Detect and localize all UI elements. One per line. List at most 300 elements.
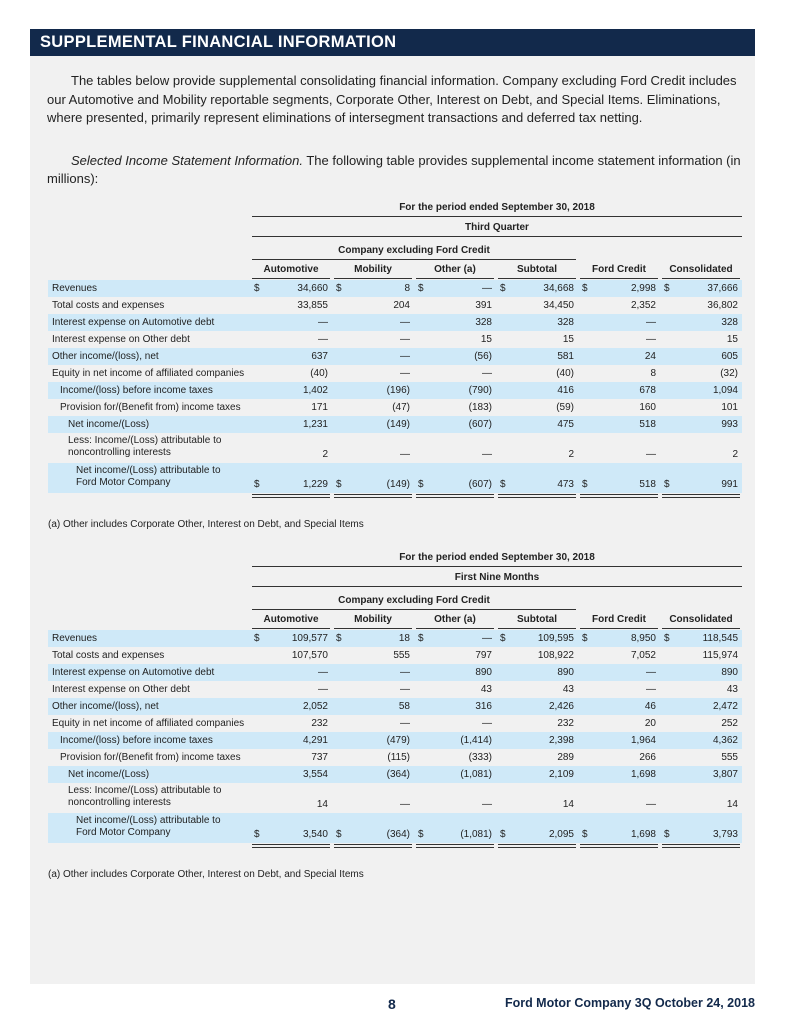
cell-value: 1,964 (630, 735, 656, 746)
cell-value: 252 (721, 718, 738, 729)
cell-value: 115,974 (702, 650, 738, 661)
row-label: Provision for/(Benefit from) income taxes (60, 402, 241, 413)
value-cell (498, 684, 576, 696)
value-cell (252, 283, 330, 295)
value-cell (416, 769, 494, 781)
cell-value: 605 (721, 351, 738, 362)
value-cell (662, 385, 740, 397)
value-cell (416, 317, 494, 329)
value-cell (498, 769, 576, 781)
cell-value: 109,577 (291, 633, 328, 644)
period-header: For the period ended September 30, 2018 (399, 552, 595, 563)
column-header-rule (580, 628, 658, 629)
value-cell (662, 701, 740, 713)
cell-value: 1,229 (302, 479, 328, 490)
column-header: Ford Credit (592, 614, 646, 625)
value-cell (662, 799, 740, 811)
value-cell (662, 449, 740, 461)
row-label: Interest expense on Automotive debt (52, 317, 215, 328)
cell-value: 15 (480, 334, 492, 345)
cell-value: 24 (644, 351, 656, 362)
value-cell (498, 701, 576, 713)
value-cell (416, 283, 494, 295)
cell-value: (607) (468, 419, 492, 430)
value-cell (580, 752, 658, 764)
total-double-rule (580, 844, 658, 848)
value-cell (416, 449, 494, 461)
value-cell (662, 752, 740, 764)
value-cell (498, 799, 576, 811)
value-cell (580, 334, 658, 346)
cell-value: 391 (475, 300, 492, 311)
cell-value: — (400, 667, 410, 678)
column-header: Subtotal (517, 264, 557, 275)
row-label: Revenues (52, 283, 98, 294)
value-cell (580, 300, 658, 312)
cell-value: 890 (721, 667, 738, 678)
column-header-rule (252, 278, 330, 279)
group-rule (252, 259, 576, 260)
total-double-rule (580, 494, 658, 498)
cell-value: 2 (322, 449, 328, 460)
value-cell (334, 769, 412, 781)
cell-value: 678 (639, 385, 656, 396)
cell-value: 232 (557, 718, 574, 729)
currency-symbol: $ (254, 283, 260, 294)
table-row (48, 681, 742, 698)
value-cell (498, 300, 576, 312)
cell-value: 34,450 (543, 300, 574, 311)
cell-value: 2,398 (548, 735, 574, 746)
cell-value: (149) (386, 479, 410, 490)
cell-value: (1,081) (460, 829, 492, 840)
cell-value: — (318, 334, 328, 345)
table-row (48, 630, 742, 647)
value-cell (498, 752, 576, 764)
cell-value: — (318, 317, 328, 328)
value-cell (580, 684, 658, 696)
row-label: Net income/(Loss) (68, 419, 150, 430)
cell-value: — (482, 633, 492, 644)
value-cell (580, 283, 658, 295)
column-header-rule (498, 628, 576, 629)
value-cell (252, 684, 330, 696)
value-cell (662, 667, 740, 679)
row-label-line1: Net income/(Loss) attributable to (76, 465, 221, 476)
cell-value: — (400, 449, 410, 460)
value-cell (416, 650, 494, 662)
cell-value: 2,426 (548, 701, 574, 712)
cell-value: 2 (732, 449, 738, 460)
value-cell (580, 385, 658, 397)
cell-value: 1,094 (712, 385, 738, 396)
currency-symbol: $ (500, 633, 506, 644)
value-cell (662, 829, 740, 841)
value-cell (334, 334, 412, 346)
row-label-line1: Net income/(Loss) attributable to (76, 815, 221, 826)
group-header: Company excluding Ford Credit (338, 595, 490, 606)
value-cell (498, 402, 576, 414)
total-double-rule (416, 844, 494, 848)
cell-value: 3,554 (302, 769, 328, 780)
column-header: Consolidated (669, 614, 733, 625)
row-label: Equity in net income of affiliated companies (52, 368, 245, 379)
cell-value: 890 (557, 667, 574, 678)
value-cell (334, 667, 412, 679)
value-cell (252, 667, 330, 679)
cell-value: 18 (398, 633, 410, 644)
value-cell (498, 479, 576, 491)
value-cell (334, 283, 412, 295)
table-row (48, 732, 742, 749)
currency-symbol: $ (500, 283, 506, 294)
value-cell (334, 402, 412, 414)
value-cell (416, 334, 494, 346)
cell-value: 328 (721, 317, 738, 328)
cell-value: 2,109 (548, 769, 574, 780)
row-label: Income/(loss) before income taxes (60, 385, 213, 396)
cell-value: 15 (726, 334, 738, 345)
value-cell (252, 385, 330, 397)
column-header: Mobility (354, 264, 392, 275)
column-header-rule (416, 628, 494, 629)
value-cell (498, 334, 576, 346)
value-cell (580, 650, 658, 662)
cell-value: 1,231 (302, 419, 328, 430)
value-cell (252, 799, 330, 811)
cell-value: 160 (639, 402, 656, 413)
currency-symbol: $ (418, 633, 424, 644)
value-cell (334, 701, 412, 713)
table-row (48, 715, 742, 732)
column-header: Automotive (263, 264, 319, 275)
total-double-rule (498, 494, 576, 498)
cell-value: 4,362 (712, 735, 738, 746)
cell-value: 8,950 (630, 633, 656, 644)
cell-value: 43 (480, 684, 492, 695)
table-row (48, 766, 742, 783)
value-cell (498, 667, 576, 679)
value-cell (334, 351, 412, 363)
section-title-bar (30, 29, 755, 56)
value-cell (416, 402, 494, 414)
cell-value: 1,698 (630, 769, 656, 780)
table-row (48, 783, 742, 813)
cell-value: (47) (392, 402, 410, 413)
cell-value: 118,545 (702, 633, 738, 644)
cell-value: — (400, 718, 410, 729)
table-row (48, 314, 742, 331)
value-cell (580, 633, 658, 645)
value-cell (334, 752, 412, 764)
cell-value: 555 (393, 650, 410, 661)
cell-value: 416 (557, 385, 574, 396)
row-label: Equity in net income of affiliated companies (52, 718, 245, 729)
cell-value: 108,922 (537, 650, 574, 661)
currency-symbol: $ (664, 829, 670, 840)
cell-value: 3,793 (712, 829, 738, 840)
period-header: For the period ended September 30, 2018 (399, 202, 595, 213)
row-label: Revenues (52, 633, 98, 644)
value-cell (498, 650, 576, 662)
table-row (48, 331, 742, 348)
cell-value: (149) (386, 419, 410, 430)
value-cell (252, 300, 330, 312)
row-label-line1: Less: Income/(Loss) attributable to (68, 785, 222, 796)
row-label (76, 815, 221, 839)
cell-value: 33,855 (297, 300, 328, 311)
value-cell (416, 701, 494, 713)
selected-income-heading: Selected Income Statement Information. (71, 152, 303, 168)
value-cell (416, 385, 494, 397)
value-cell (498, 283, 576, 295)
cell-value: 107,570 (291, 650, 328, 661)
cell-value: 171 (311, 402, 328, 413)
cell-value: — (400, 799, 410, 810)
currency-symbol: $ (500, 829, 506, 840)
currency-symbol: $ (664, 283, 670, 294)
value-cell (498, 368, 576, 380)
cell-value: (607) (468, 479, 492, 490)
column-header: Mobility (354, 614, 392, 625)
value-cell (334, 799, 412, 811)
cell-value: 2,095 (548, 829, 574, 840)
cell-value: 34,668 (543, 283, 574, 294)
row-label: Interest expense on Other debt (52, 684, 190, 695)
value-cell (334, 449, 412, 461)
column-header-rule (662, 628, 740, 629)
total-double-rule (334, 494, 412, 498)
value-cell (252, 829, 330, 841)
value-cell (580, 449, 658, 461)
column-header-rule (416, 278, 494, 279)
value-cell (580, 402, 658, 414)
cell-value: — (318, 667, 328, 678)
subperiod-rule (252, 236, 742, 237)
column-header: Ford Credit (592, 264, 646, 275)
value-cell (580, 735, 658, 747)
cell-value: 14 (316, 799, 328, 810)
cell-value: 797 (475, 650, 492, 661)
value-cell (662, 334, 740, 346)
cell-value: 637 (311, 351, 328, 362)
row-label: Interest expense on Other debt (52, 334, 190, 345)
value-cell (498, 317, 576, 329)
cell-value: 43 (726, 684, 738, 695)
cell-value: — (646, 667, 656, 678)
currency-symbol: $ (418, 283, 424, 294)
value-cell (416, 300, 494, 312)
cell-value: — (646, 317, 656, 328)
cell-value: (479) (386, 735, 410, 746)
total-double-rule (662, 494, 740, 498)
column-header: Other (a) (434, 614, 476, 625)
cell-value: 4,291 (302, 735, 328, 746)
cell-value: 46 (644, 701, 656, 712)
currency-symbol: $ (336, 479, 342, 490)
group-rule (252, 609, 576, 610)
cell-value: 14 (562, 799, 574, 810)
row-label-line2: noncontrolling interests (68, 797, 171, 808)
row-label-line2: noncontrolling interests (68, 447, 171, 458)
row-label: Net income/(Loss) (68, 769, 150, 780)
cell-value: 15 (562, 334, 574, 345)
value-cell (334, 650, 412, 662)
table-row (48, 813, 742, 843)
currency-symbol: $ (582, 633, 588, 644)
value-cell (252, 735, 330, 747)
total-double-rule (334, 844, 412, 848)
cell-value: 993 (721, 419, 738, 430)
cell-value: — (646, 684, 656, 695)
value-cell (252, 317, 330, 329)
value-cell (580, 351, 658, 363)
cell-value: — (646, 799, 656, 810)
value-cell (416, 633, 494, 645)
row-label (76, 465, 221, 489)
value-cell (580, 799, 658, 811)
value-cell (498, 735, 576, 747)
cell-value: (790) (468, 385, 492, 396)
cell-value: (196) (386, 385, 410, 396)
cell-value: 58 (398, 701, 410, 712)
column-header: Subtotal (517, 614, 557, 625)
cell-value: 101 (721, 402, 738, 413)
cell-value: (183) (468, 402, 492, 413)
section-title: SUPPLEMENTAL FINANCIAL INFORMATION (40, 33, 397, 51)
value-cell (662, 650, 740, 662)
value-cell (416, 829, 494, 841)
row-label: Interest expense on Automotive debt (52, 667, 215, 678)
cell-value: 37,666 (707, 283, 738, 294)
value-cell (662, 402, 740, 414)
table-row (48, 433, 742, 463)
cell-value: 555 (721, 752, 738, 763)
currency-symbol: $ (582, 283, 588, 294)
table-row (48, 647, 742, 664)
cell-value: 328 (557, 317, 574, 328)
value-cell (416, 799, 494, 811)
cell-value: (32) (720, 368, 738, 379)
currency-symbol: $ (418, 829, 424, 840)
currency-symbol: $ (254, 479, 260, 490)
value-cell (498, 718, 576, 730)
table-row (48, 280, 742, 297)
value-cell (334, 385, 412, 397)
cell-value: 43 (562, 684, 574, 695)
footnote: (a) Other includes Corporate Other, Interest on Debt, and Special Items (48, 519, 364, 530)
value-cell (662, 300, 740, 312)
value-cell (252, 718, 330, 730)
cell-value: 109,595 (537, 633, 574, 644)
period-rule (252, 566, 742, 567)
value-cell (580, 419, 658, 431)
cell-value: 8 (404, 283, 410, 294)
cell-value: — (482, 283, 492, 294)
total-double-rule (252, 844, 330, 848)
value-cell (662, 769, 740, 781)
value-cell (252, 752, 330, 764)
cell-value: 473 (557, 479, 574, 490)
cell-value: 581 (557, 351, 574, 362)
value-cell (662, 317, 740, 329)
value-cell (662, 419, 740, 431)
cell-value: — (482, 449, 492, 460)
cell-value: — (400, 317, 410, 328)
subperiod-header: First Nine Months (454, 572, 540, 583)
value-cell (416, 479, 494, 491)
value-cell (334, 718, 412, 730)
value-cell (498, 385, 576, 397)
currency-symbol: $ (582, 479, 588, 490)
intro-text (47, 72, 747, 189)
cell-value: — (400, 351, 410, 362)
currency-symbol: $ (500, 479, 506, 490)
column-header-rule (498, 278, 576, 279)
cell-value: — (482, 799, 492, 810)
cell-value: 8 (650, 368, 656, 379)
cell-value: (1,414) (460, 735, 492, 746)
cell-value: 1,698 (630, 829, 656, 840)
footer-text: Ford Motor Company 3Q October 24, 2018 (504, 996, 755, 1010)
value-cell (580, 667, 658, 679)
value-cell (334, 479, 412, 491)
value-cell (580, 701, 658, 713)
cell-value: 3,540 (302, 829, 328, 840)
value-cell (416, 368, 494, 380)
total-double-rule (252, 494, 330, 498)
column-header: Other (a) (434, 264, 476, 275)
subperiod-header: Third Quarter (465, 222, 529, 233)
cell-value: 2 (568, 449, 574, 460)
currency-symbol: $ (254, 633, 260, 644)
table-row (48, 365, 742, 382)
cell-value: — (400, 684, 410, 695)
table-row (48, 698, 742, 715)
cell-value: 20 (644, 718, 656, 729)
cell-value: — (646, 334, 656, 345)
cell-value: (59) (556, 402, 574, 413)
selected-income-description: The following table provides supplemental income statement information (in millions): (47, 152, 741, 186)
currency-symbol: $ (664, 633, 670, 644)
value-cell (662, 479, 740, 491)
value-cell (580, 718, 658, 730)
cell-value: 2,052 (302, 701, 328, 712)
value-cell (252, 479, 330, 491)
total-double-rule (662, 844, 740, 848)
value-cell (580, 829, 658, 841)
value-cell (334, 300, 412, 312)
row-label: Other income/(loss), net (52, 701, 159, 712)
row-label-line2: Ford Motor Company (76, 827, 171, 838)
row-label: Provision for/(Benefit from) income taxes (60, 752, 241, 763)
table-row (48, 297, 742, 314)
value-cell (252, 633, 330, 645)
cell-value: (40) (310, 368, 328, 379)
row-label: Total costs and expenses (52, 650, 165, 661)
cell-value: (115) (387, 752, 410, 763)
value-cell (498, 449, 576, 461)
subperiod-rule (252, 586, 742, 587)
value-cell (334, 735, 412, 747)
column-header: Automotive (263, 614, 319, 625)
column-header-rule (334, 278, 412, 279)
cell-value: — (482, 368, 492, 379)
cell-value: 7,052 (630, 650, 656, 661)
value-cell (662, 684, 740, 696)
value-cell (662, 368, 740, 380)
value-cell (498, 633, 576, 645)
